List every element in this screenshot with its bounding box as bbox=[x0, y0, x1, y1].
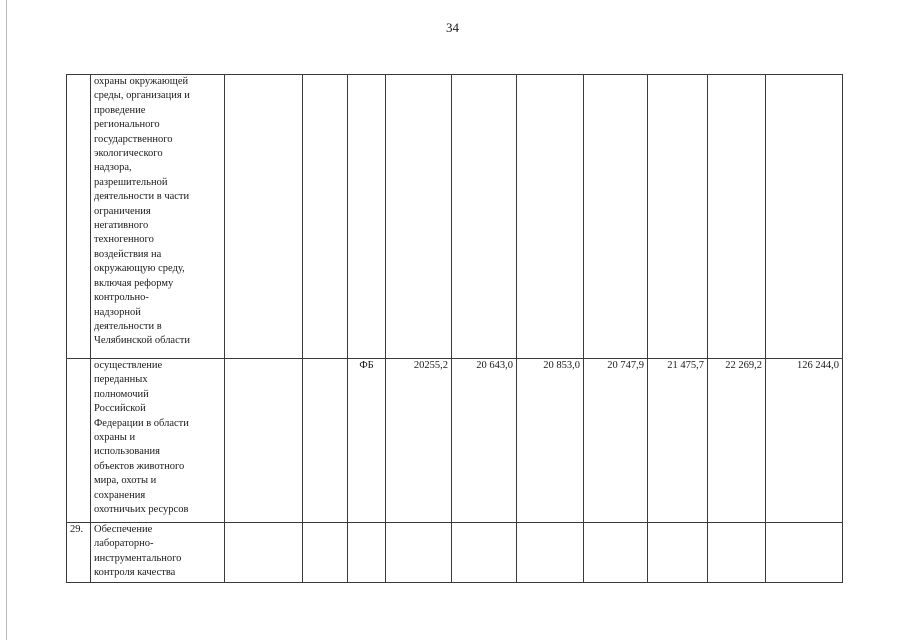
measure-name-line: разрешительной bbox=[94, 176, 168, 188]
measure-name-cell bbox=[91, 523, 225, 583]
funding-value-cell bbox=[584, 523, 648, 583]
measure-name-line: Обеспечение bbox=[94, 524, 153, 535]
table-body bbox=[67, 75, 843, 583]
measure-name-line: экологического bbox=[94, 148, 163, 160]
measure-name-line: мира, охоты и bbox=[94, 475, 157, 487]
funding-source-cell bbox=[348, 523, 386, 583]
measure-name-line: государственного bbox=[94, 133, 173, 145]
executor-cell bbox=[225, 75, 303, 359]
measure-name-line: Российской bbox=[94, 403, 146, 415]
measure-name-line: полномочий bbox=[94, 388, 149, 400]
measure-name-line: контрольно- bbox=[94, 292, 149, 304]
measure-name-line: Федерации в области bbox=[94, 417, 189, 429]
funding-value-cell bbox=[708, 75, 766, 359]
table-row bbox=[67, 75, 843, 359]
funding-value-cell bbox=[386, 75, 452, 359]
funding-value-cell bbox=[584, 75, 648, 359]
funding-value-cell: 126 244,0 bbox=[766, 359, 843, 523]
page-number: 34 bbox=[446, 20, 459, 35]
funding-value-cell: 20 747,9 bbox=[584, 359, 648, 523]
measure-name-line: регионального bbox=[94, 119, 160, 131]
row-number-cell: 29. bbox=[67, 523, 91, 583]
measure-name-line: охотничьих ресурсов bbox=[94, 504, 189, 516]
page-edge-line bbox=[6, 0, 7, 640]
measure-name-line: осуществление bbox=[94, 360, 163, 371]
executor-cell bbox=[225, 523, 303, 583]
measure-name-line: воздействия на bbox=[94, 248, 162, 260]
measure-name-line: объектов животного bbox=[94, 460, 185, 472]
deadline-cell bbox=[303, 359, 348, 523]
funding-value-cell: 20 643,0 bbox=[452, 359, 517, 523]
funding-source-cell bbox=[348, 75, 386, 359]
funding-value-cell bbox=[517, 523, 584, 583]
measure-name-line: охраны окружающей bbox=[94, 76, 189, 87]
funding-value-cell: 22 269,2 bbox=[708, 359, 766, 523]
measure-name-line: деятельности в bbox=[94, 320, 162, 332]
row-number-cell bbox=[67, 75, 91, 359]
funding-value-cell: 20 853,0 bbox=[517, 359, 584, 523]
funding-value-cell bbox=[517, 75, 584, 359]
measure-name-line: лабораторно- bbox=[94, 538, 154, 550]
measure-name-line: деятельности в части bbox=[94, 191, 190, 203]
executor-cell bbox=[225, 359, 303, 523]
measure-name-line: среды, организация и bbox=[94, 90, 190, 102]
measure-name-line: проведение bbox=[94, 104, 146, 116]
funding-value-cell bbox=[452, 523, 517, 583]
funding-source-cell: ФБ bbox=[348, 359, 386, 523]
row-number-cell bbox=[67, 359, 91, 523]
deadline-cell bbox=[303, 523, 348, 583]
funding-value-cell bbox=[648, 75, 708, 359]
funding-value-cell bbox=[452, 75, 517, 359]
measure-name-line: инструментального bbox=[94, 552, 182, 564]
funding-value-cell bbox=[386, 523, 452, 583]
measure-name-line: сохранения bbox=[94, 489, 146, 501]
measure-name-line: использования bbox=[94, 446, 160, 458]
funding-value-cell: 20255,2 bbox=[386, 359, 452, 523]
measure-name-line: негативного bbox=[94, 220, 149, 232]
measure-name-line: техногенного bbox=[94, 234, 154, 246]
table-row bbox=[67, 359, 843, 523]
measure-name-cell bbox=[91, 75, 225, 359]
measure-name-line: Челябинской области bbox=[94, 335, 190, 347]
table-row bbox=[67, 523, 843, 583]
funding-value-cell bbox=[766, 523, 843, 583]
measure-name-line: включая реформу bbox=[94, 277, 174, 289]
deadline-cell bbox=[303, 75, 348, 359]
program-table bbox=[66, 74, 843, 583]
measure-name-line: охраны и bbox=[94, 432, 136, 444]
funding-value-cell bbox=[648, 523, 708, 583]
measure-name-line: ограничения bbox=[94, 205, 151, 217]
measure-name-line: переданных bbox=[94, 374, 148, 386]
funding-value-cell bbox=[708, 523, 766, 583]
funding-value-cell bbox=[766, 75, 843, 359]
measure-name-cell bbox=[91, 359, 225, 523]
measure-name-line: надзорной bbox=[94, 306, 141, 318]
measure-name-line: надзора, bbox=[94, 162, 132, 174]
measure-name-line: контроля качества bbox=[94, 567, 176, 579]
funding-value-cell: 21 475,7 bbox=[648, 359, 708, 523]
measure-name-line: окружающую среду, bbox=[94, 263, 185, 275]
